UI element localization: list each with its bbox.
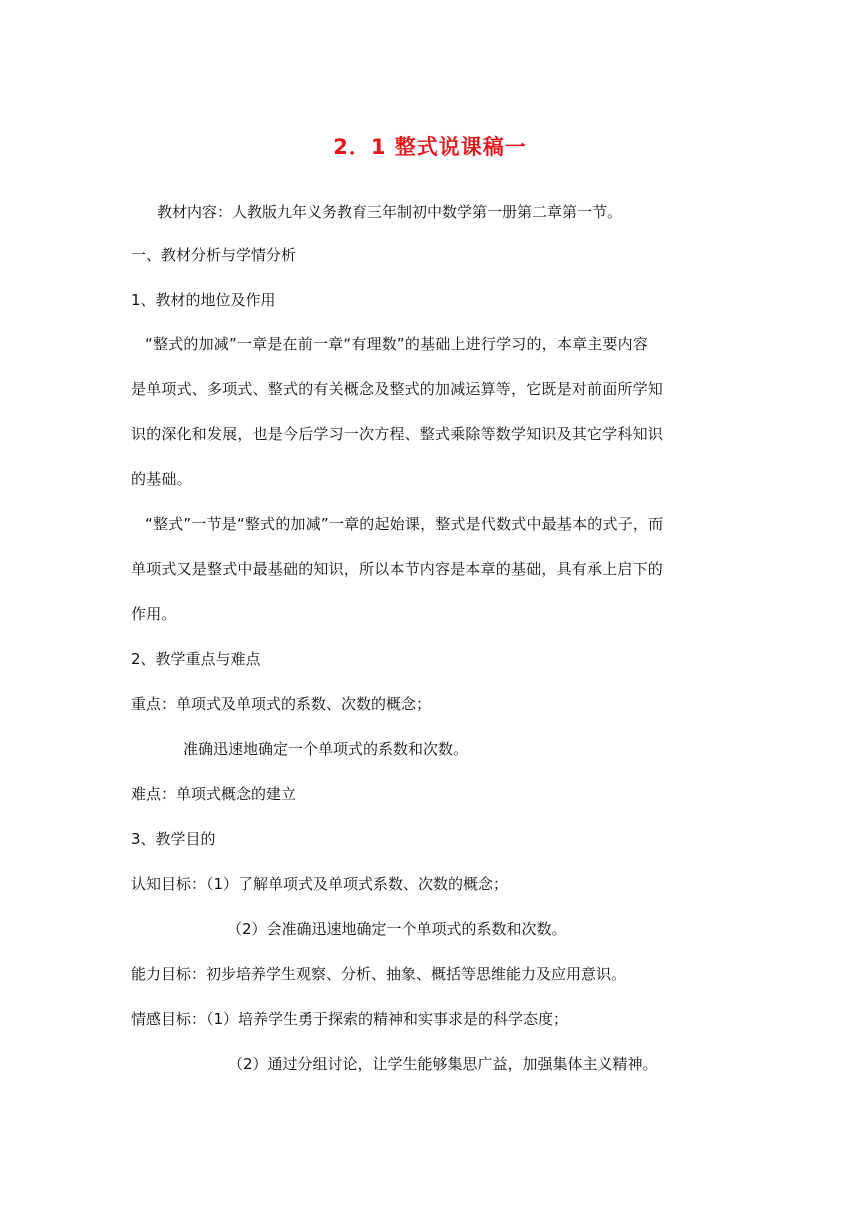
difficulty-line: 难点：单项式概念的建立 (131, 785, 297, 803)
subheading-teaching-goals: 3、教学目的 (131, 830, 216, 848)
emotion-goal-line: 情感目标：（1）培养学生勇于探索的精神和实事求是的科学态度； (131, 1010, 569, 1028)
paragraph-line: 作用。 (131, 605, 177, 623)
subheading-key-difficulty: 2、教学重点与难点 (131, 650, 261, 668)
subheading-position-role: 1、教材的地位及作用 (131, 291, 276, 309)
section-heading-analysis: 一、教材分析与学情分析 (131, 246, 297, 264)
cognitive-goal-line: （2）会准确迅速地确定一个单项式的系数和次数。 (227, 920, 567, 938)
emotion-goal-line: （2）通过分组讨论，让学生能够集思广益，加强集体主义精神。 (228, 1055, 658, 1073)
key-point-line: 重点：单项式及单项式的系数、次数的概念； (131, 695, 432, 713)
material-line: 教材内容：人教版九年义务教育三年制初中数学第一册第二章第一节。 (157, 203, 623, 221)
paragraph-line: 的基础。 (131, 470, 192, 488)
document-title: 2．1 整式说课稿一 (333, 135, 527, 159)
cognitive-goal-line: 认知目标：（1）了解单项式及单项式系数、次数的概念； (131, 875, 509, 893)
paragraph-line: “整式的加减”一章是在前一章“有理数”的基础上进行学习的，本章主要内容 (145, 335, 649, 353)
paragraph-line: 单项式又是整式中最基础的知识，所以本节内容是本章的基础，具有承上启下的 (131, 560, 664, 578)
ability-goal-line: 能力目标：初步培养学生观察、分析、抽象、概括等思维能力及应用意识。 (131, 965, 627, 983)
paragraph-line: 识的深化和发展，也是今后学习一次方程、整式乘除等数学知识及其它学科知识 (131, 425, 664, 443)
paragraph-line: “整式”一节是“整式的加减”一章的起始课，整式是代数式中最基本的式子，而 (145, 515, 664, 533)
paragraph-line: 是单项式、多项式、整式的有关概念及整式的加减运算等，它既是对前面所学知 (131, 380, 664, 398)
key-point-line: 准确迅速地确定一个单项式的系数和次数。 (183, 740, 469, 758)
